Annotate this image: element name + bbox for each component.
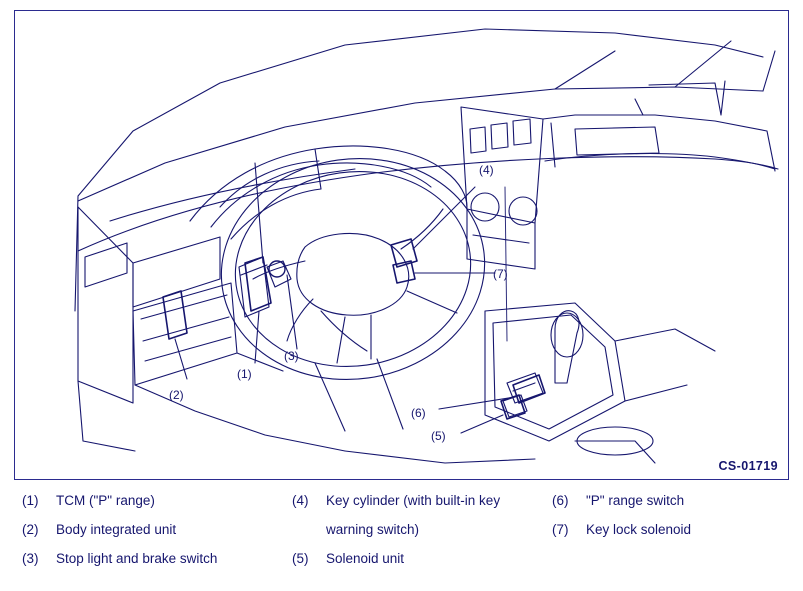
legend-label: TCM ("P" range) [56, 493, 155, 508]
dashboard-illustration [15, 11, 788, 479]
callout-4: (4) [479, 163, 494, 177]
legend-label-line1: Key cylinder (with built-in key [326, 493, 501, 508]
legend-item [22, 486, 292, 515]
figure-frame [14, 10, 789, 480]
legend-number: (4) [292, 493, 309, 508]
legend-item [552, 486, 787, 515]
legend-column-3 [552, 486, 787, 544]
callout-3: (3) [284, 349, 299, 363]
callout-1: (1) [237, 367, 252, 381]
legend-number: (5) [292, 551, 309, 566]
callout-5: (5) [431, 429, 446, 443]
callout-6: (6) [411, 406, 426, 420]
callout-2: (2) [169, 388, 184, 402]
legend-label: Solenoid unit [326, 551, 405, 566]
legend-column-1 [22, 486, 292, 573]
legend-label [326, 486, 552, 544]
legend-label: "P" range switch [586, 493, 685, 508]
legend-number: (3) [22, 551, 39, 566]
legend-label: Body integrated unit [56, 522, 177, 537]
legend-item [292, 486, 552, 544]
legend-label: Key lock solenoid [586, 522, 692, 537]
legend-item [552, 515, 787, 544]
legend-column-2 [292, 486, 552, 573]
legend-number: (1) [22, 493, 39, 508]
legend [14, 486, 789, 586]
legend-number: (7) [552, 522, 569, 537]
callout-7: (7) [493, 267, 508, 281]
legend-label: Stop light and brake switch [56, 551, 218, 566]
legend-number: (2) [22, 522, 39, 537]
legend-item [292, 544, 552, 573]
legend-item [22, 515, 292, 544]
legend-item [22, 544, 292, 573]
legend-number: (6) [552, 493, 569, 508]
legend-label-line2: warning switch) [326, 522, 420, 537]
figure-code: CS-01719 [718, 459, 778, 473]
